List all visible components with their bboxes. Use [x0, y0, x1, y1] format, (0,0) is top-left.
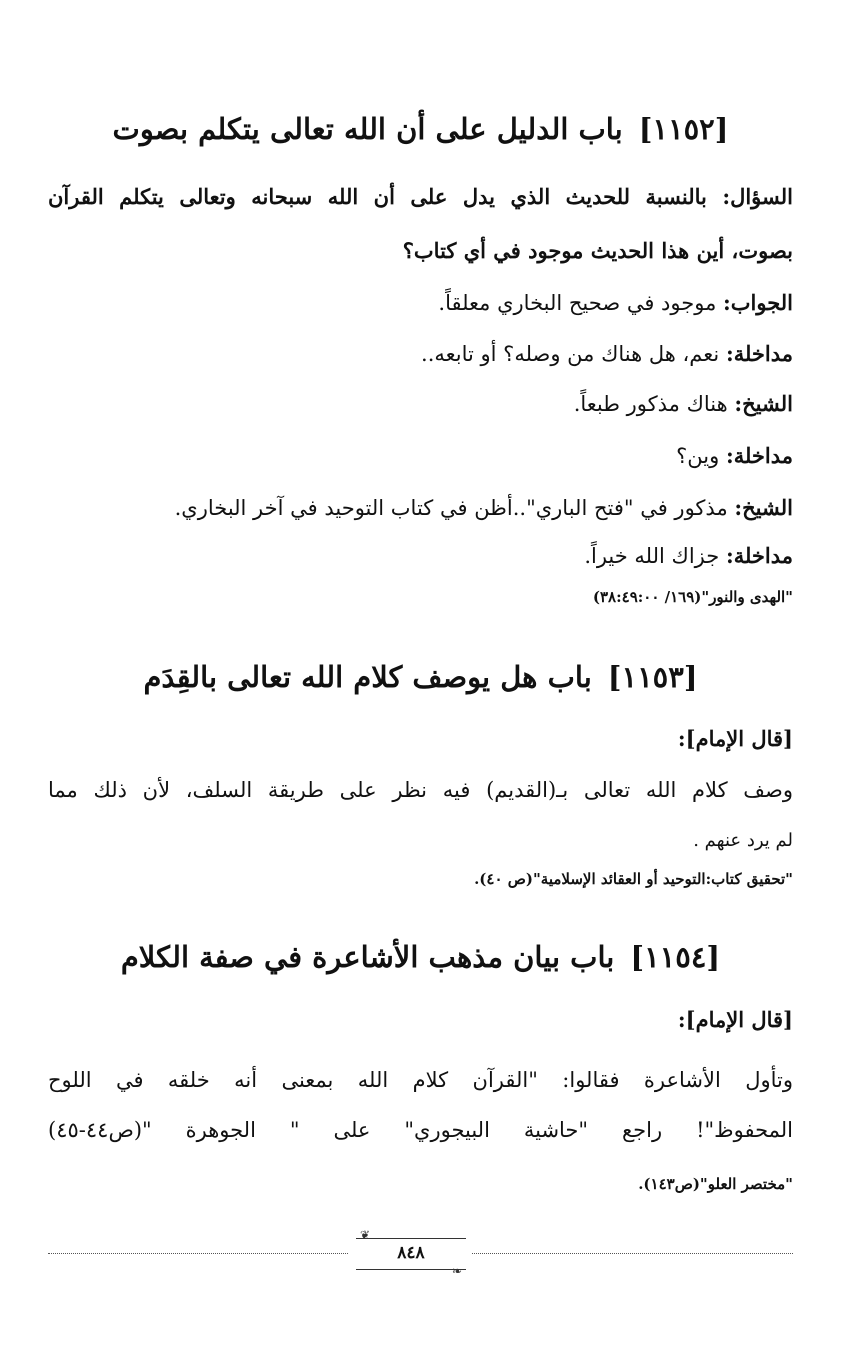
- page-number: ٨٤٨: [397, 1243, 425, 1263]
- chapter-title: باب هل يوصف كلام الله تعالى بالقِدَم: [143, 660, 592, 694]
- dialogue-line: [584, 545, 793, 567]
- dialogue-line: [403, 240, 793, 262]
- chapter-heading-1153: [48, 660, 793, 694]
- dialogue-line: [421, 343, 793, 365]
- speaker-label: السؤال:: [722, 184, 793, 209]
- body-line: وصف كلام الله تعالى بـ(القديم) فيه نظر على طريقة السلف، لأن ذلك مما: [48, 778, 793, 802]
- source-citation: "تحقيق كتاب:التوحيد أو العقائد الإسلامية"(ص ٤٠).: [474, 870, 793, 888]
- chapter-number: [١١٥٢]: [638, 112, 729, 146]
- dialogue-text: موجود في صحيح البخاري معلقاً.: [438, 291, 723, 315]
- speaker-label: [قال الإمام]:: [677, 726, 793, 751]
- chapter-title: باب الدليل على أن الله تعالى يتكلم بصوت: [112, 112, 623, 146]
- speaker-label: الجواب:: [723, 290, 793, 315]
- dialogue-line: [438, 292, 793, 314]
- speaker-label: الشيخ:: [734, 391, 793, 416]
- speaker-label: [قال الإمام]:: [677, 1007, 793, 1032]
- book-page: [48, 0, 793, 1366]
- chapter-heading-1152: [48, 112, 793, 146]
- dialogue-line: [574, 393, 793, 415]
- source-citation: "مختصر العلو"(ص١٤٣).: [638, 1175, 793, 1193]
- source-citation: "الهدى والنور"(١٦٩/ ٣٨:٤٩:٠٠): [592, 588, 793, 606]
- body-line: لم يرد عنهم .: [693, 830, 793, 851]
- dialogue-line: [48, 186, 793, 208]
- chapter-number: [١١٥٤]: [630, 940, 721, 974]
- dialogue-line: [175, 497, 793, 519]
- dialogue-text: هناك مذكور طبعاً.: [573, 392, 735, 416]
- ornament-icon: ❧: [451, 1264, 462, 1278]
- page-number-frame: [356, 1228, 466, 1278]
- speaker-label: الشيخ:: [734, 495, 793, 520]
- body-line: وتأول الأشاعرة فقالوا: "القرآن كلام الله بمعنى أنه خلقه في اللوح: [48, 1068, 793, 1092]
- dialogue-text: بالنسبة للحديث الذي يدل على أن الله سبحانه وتعالى يتكلم القرآن: [48, 184, 723, 209]
- ornament-icon: ❦: [360, 1228, 371, 1242]
- dialogue-text: نعم، هل هناك من وصله؟ أو تابعه..: [421, 342, 726, 366]
- dialogue-text: مذكور في "فتح الباري"..أظن في كتاب التوحيد في آخر البخاري.: [174, 496, 735, 520]
- footer-rule-left: [48, 1253, 348, 1254]
- footer-rule-right: [472, 1253, 793, 1254]
- chapter-heading-1154: [48, 940, 793, 974]
- dialogue-text: جزاك الله خيراً.: [584, 544, 726, 568]
- dialogue-text: بصوت، أين هذا الحديث موجود في أي كتاب؟: [402, 238, 793, 263]
- chapter-title: باب بيان مذهب الأشاعرة في صفة الكلام: [120, 940, 615, 974]
- speaker-label: مداخلة:: [725, 543, 793, 568]
- dialogue-line: [676, 445, 793, 467]
- body-line: المحفوظ"! راجع "حاشية البيجوري" على " الجوهرة "(ص٤٤-٤٥): [48, 1118, 793, 1142]
- dialogue-text: وين؟: [676, 444, 726, 468]
- speaker-label: مداخلة:: [725, 341, 793, 366]
- chapter-number: [١١٥٣]: [607, 660, 698, 694]
- speaker-label: مداخلة:: [725, 443, 793, 468]
